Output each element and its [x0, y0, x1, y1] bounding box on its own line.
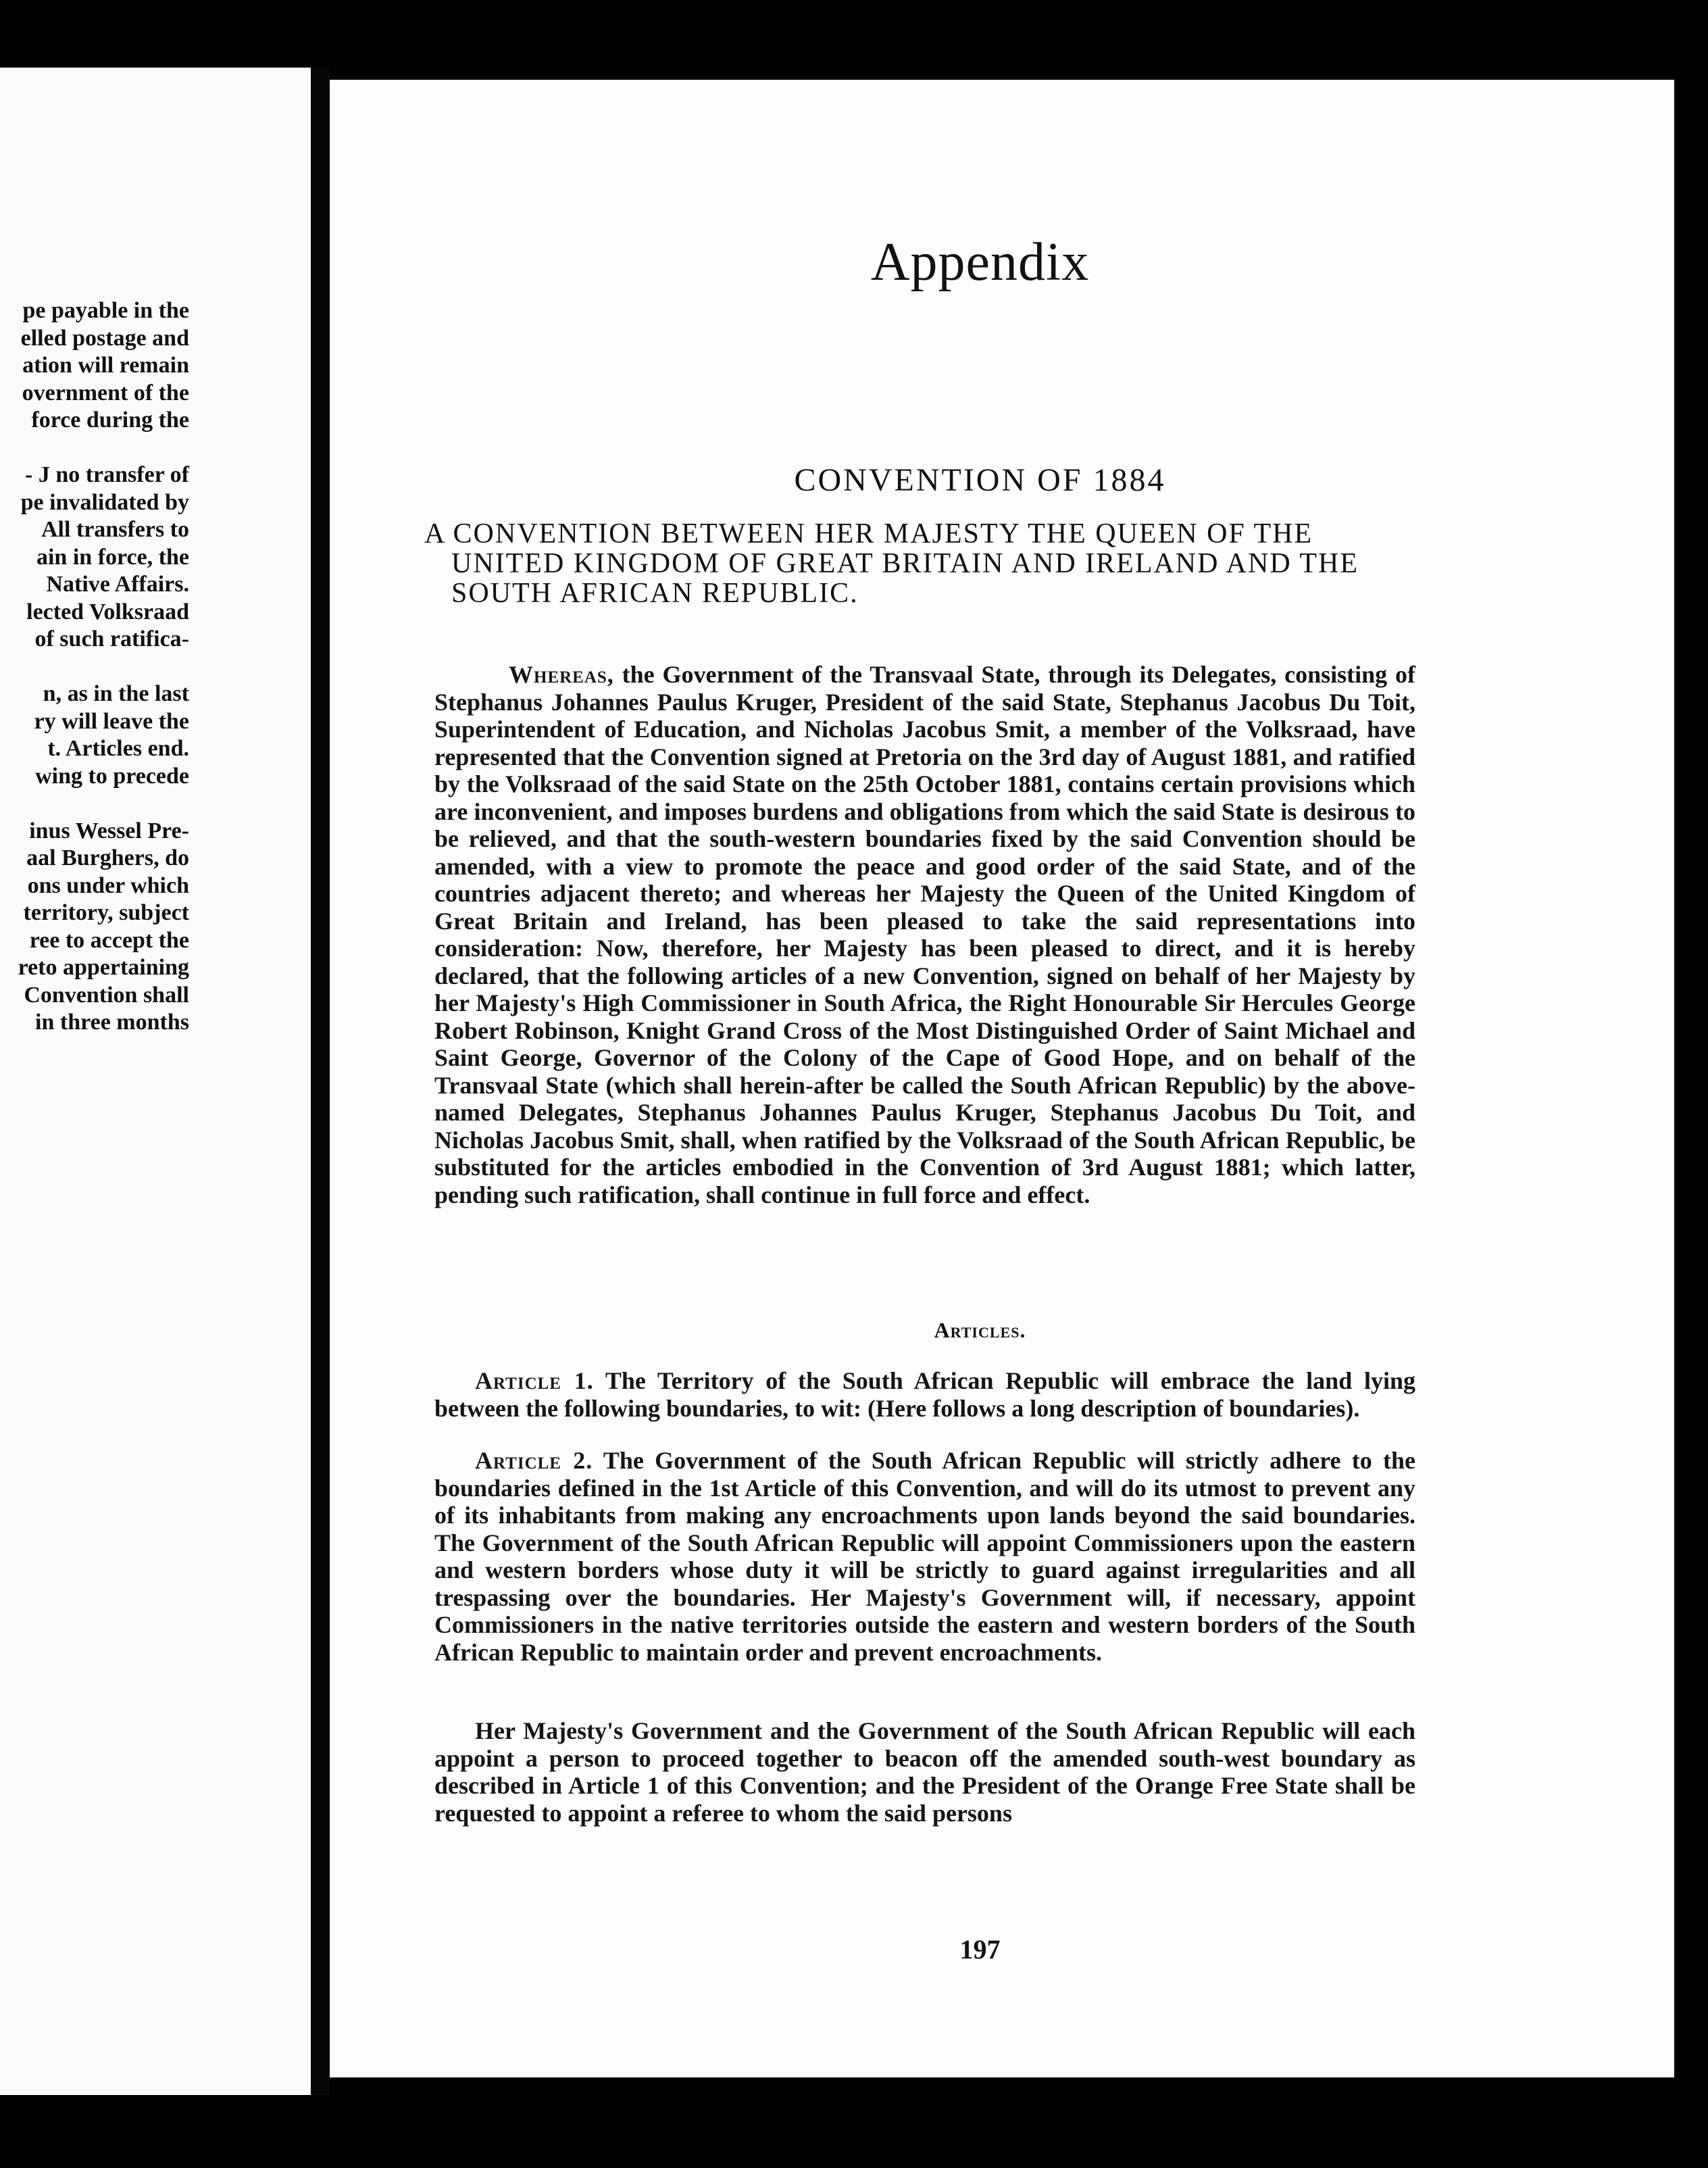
previous-page-line: pe invalidated by — [20, 489, 189, 515]
article-1 — [434, 1367, 1415, 1422]
previous-page-line: territory, subject — [23, 900, 189, 925]
previous-page-line: pe payable in the — [22, 298, 189, 323]
previous-page-line: overnment of the — [22, 380, 189, 405]
previous-page-line: inus Wessel Pre- — [29, 818, 189, 843]
previous-page-line: lected Volksraad — [26, 599, 189, 624]
previous-page-line: t. Articles end. — [47, 736, 189, 761]
article-1-text: The Territory of the South African Republic will embrace the land lying between the following boundaries, to wit: (Here follows a long description of boundaries). — [434, 1367, 1415, 1422]
previous-page-line: ons under which — [27, 872, 189, 898]
preamble-paragraph — [434, 661, 1415, 1208]
page-title: Appendix — [870, 232, 1090, 292]
previous-page — [0, 68, 311, 2095]
previous-page-line: in three months — [35, 1010, 189, 1035]
convention-subtitle-rest: UNITED KINGDOM OF GREAT BRITAIN AND IRELAND AND THE SOUTH AFRICAN REPUBLIC. — [451, 548, 1359, 609]
previous-page-line: ain in force, the — [36, 544, 189, 570]
article-2-text: The Government of the South African Republic will strictly adhere to the boundaries defined in the 1st Article of this Convention, and will do its utmost to prevent any of its inhabitants from making any encroachments upon lands beyond the said boundaries. The Government of the South African Republic will appoint Commissioners upon the eastern and western borders whose duty it will be strictly to guard against irregularities and all trespassing over the boundaries. Her Majesty's Government will, if necessary, appoint Commissioners in the native territories outside the eastern and western borders of the South African Republic to maintain order and prevent encroachments. — [434, 1447, 1416, 1666]
previous-page-line: ry will leave the — [34, 708, 189, 734]
previous-page-line: All transfers to — [41, 517, 189, 542]
convention-subtitle-line1: A CONVENTION BETWEEN HER MAJESTY THE QUEEN OF THE — [424, 518, 1313, 549]
previous-page-line: ation will remain — [22, 353, 189, 378]
preamble-lead: Whereas, — [509, 661, 614, 688]
convention-subtitle — [424, 518, 1424, 609]
previous-page-line: Convention shall — [24, 982, 189, 1008]
page-number: 197 — [959, 1934, 1001, 1965]
articles-heading: Articles. — [934, 1318, 1026, 1342]
page-gutter — [311, 68, 330, 2095]
previous-page-line: aal Burghers, do — [26, 845, 189, 870]
main-page — [330, 80, 1674, 2077]
previous-page-line: wing to precede — [35, 763, 189, 789]
previous-page-line: force during the — [31, 408, 189, 433]
previous-page-line: of such ratifica- — [34, 626, 189, 651]
convention-title: CONVENTION OF 1884 — [794, 462, 1166, 498]
previous-page-line: - J no transfer of — [25, 462, 189, 487]
preamble-text: the Government of the Transvaal State, through its Delegates, consisting of Stephanus Johannes Paulus Kruger, President of the said State, Stephanus Jacobus Du Toit, Superintendent of Education, and Nicholas Jacobus Smit, a member of the Volksraad, have represented that the Convention signed at Pretoria on the 3rd day of August 1881, and ratified by the Volksraad of the said State on the 25th October 1881, contains certain provisions which are inconvenient, and imposes burdens and obligations from which the said State is desirous to be relieved, and that the south-western boundaries fixed by the said Convention should be amended, with a view to promote the peace and good order of the said State, and of the countries adjacent thereto; and whereas her Majesty the Queen of the United Kingdom of Great Britain and Ireland, has been pleased to take the said representations into consideration: Now, therefore, her Majesty has been pleased to direct, and it is hereby declared, that the following articles of a new Convention, signed on behalf of her Majesty by her Majesty's High Commissioner in South Africa, the Right Honourable Sir Hercules George Robert Robinson, Knight Grand Cross of the Most Distinguished Order of Saint Michael and Saint George, Governor of the Colony of the Cape of Good Hope, and on behalf of the Transvaal State (which shall herein-after be called the South African Republic) by the above-named Delegates, Stephanus Johannes Paulus Kruger, Stephanus Jacobus Du Toit, and Nicholas Jacobus Smit, shall, when ratified by the Volksraad of the South African Republic, be substituted for the articles embodied in the Convention of 3rd August 1881; which latter, pending such ratification, shall continue in full force and effect. — [434, 661, 1416, 1208]
previous-page-line: n, as in the last — [43, 681, 189, 706]
previous-page-line: elled postage and — [20, 325, 189, 351]
right-border — [1674, 68, 1708, 2095]
previous-page-line: ree to accept the — [29, 927, 189, 953]
previous-page-line: reto appertaining — [18, 955, 189, 980]
article-2-label: Article 2. — [475, 1447, 593, 1474]
article-2-paragraph-2: Her Majesty's Government and the Government of the South African Republic will each appoint a person to proceed together to beacon off the amended south-west boundary as described in Article 1 of this Convention; and the President of the Orange Free State shall be requested to appoint a referee to whom the said persons — [434, 1717, 1415, 1827]
previous-page-line: Native Affairs. — [46, 572, 189, 597]
article-2 — [434, 1447, 1415, 1666]
article-1-label: Article 1. — [475, 1367, 594, 1394]
